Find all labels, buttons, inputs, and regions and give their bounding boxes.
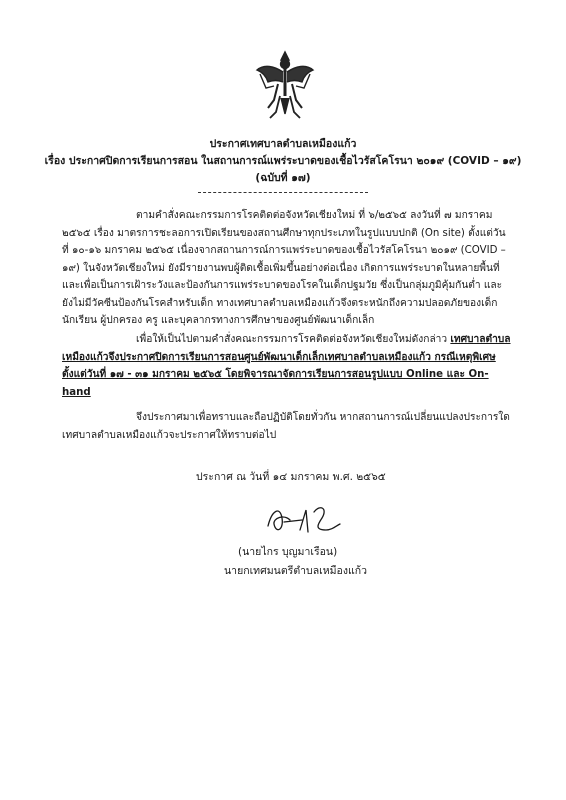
paragraph-background [62,207,512,330]
paragraph-closure [62,331,512,401]
garuda-emblem [254,48,316,120]
paragraph-notice-text: จึงประกาศมาเพื่อทราบและถือปฏิบัติโดยทั่วกัน หากสถานการณ์เปลี่ยนแปลงประการใด เทศบาลตำบลเหมืองแก้วจะประกาศให้ทราบต่อไป [62,412,510,441]
paragraph-closure-lead: เพื่อให้เป็นไปตามคำสั่งคณะกรรมการโรคติดต่อจังหวัดเชียงใหม่ดังกล่าว [136,334,448,345]
subject-line: เรื่อง ประกาศปิดการเรียนการสอน ในสถานการณ์แพร่ระบาดของเชื้อไวรัสโคโรนา ๒๐๑๙ (COVID – ๑๙) [44,155,522,167]
divider-line [198,192,368,193]
announcement-date: ประกาศ ณ วันที่ ๑๔ มกราคม พ.ศ. ๒๕๖๕ [196,471,386,483]
signer-name: (นายไกร บุญมาเรือน) [238,546,338,558]
signer-position: นายกเทศมนตรีตำบลเหมืองแก้ว [224,565,368,577]
paragraph-background-text: ตามคำสั่งคณะกรรมการโรคติดต่อจังหวัดเชียงใหม่ ที่ ๖/๒๕๖๕ ลงวันที่ ๗ มกราคม ๒๕๖๕ เรื่อง มาตรการชะลอการเปิดเรียนของสถานศึกษาทุกประเภทในรูปแบบปกติ (On site) ตั้งแต่วันที่ ๑๐-๑๖ มกราคม ๒๕๖๕ เนื่องจากสถานการณ์การแพร่ระบาดของเชื้อไวรัสโคโรนา ๒๐๑๙ (COVID – ๑๙) ในจังหวัดเชียงใหม่ ยังมีรายงานพบผู้ติดเชื้อเพิ่มขึ้นอย่างต่อเนื่อง เกิดการแพร่ระบาดในหลายพื้นที่ และเพื่อเป็นการเฝ้าระวังและป้องกันการแพร่ระบาดของโรคในเด็กปฐมวัย ซึ่งเป็นกลุ่มภูมิคุ้มกันต่ำ และยังไม่มีวัคซีนป้องกันโรคสำหรับเด็ก ทางเทศบาลตำบลเหมืองแก้วจึงตระหนักถึงความปลอดภัยของเด็กนักเรียน ผู้ปกครอง ครู และบุคลากรทางการศึกษาของศูนย์พัฒนาเด็กเล็ก [62,210,506,326]
issue-number: (ฉบับที่ ๑๗) [255,172,311,184]
closure-emphasis: เทศบาลตำบลเหมืองแก้วจึงประกาศปิดการเรียนการสอนศูนย์พัฒนาเด็กเล็กเทศบาลตำบลเหมืองแก้ว กรณีเหตุพิเศษ ตั้งแต่วันที่ ๑๗ - ๓๑ มกราคม ๒๕๖๕ โดยพิจารณาจัดการเรียนการสอนรูปแบบ Online และ On-hand [62,334,511,398]
signature [262,500,344,540]
paragraph-notice [62,409,512,444]
org-title: ประกาศเทศบาลตำบลเหมืองแก้ว [209,138,357,150]
